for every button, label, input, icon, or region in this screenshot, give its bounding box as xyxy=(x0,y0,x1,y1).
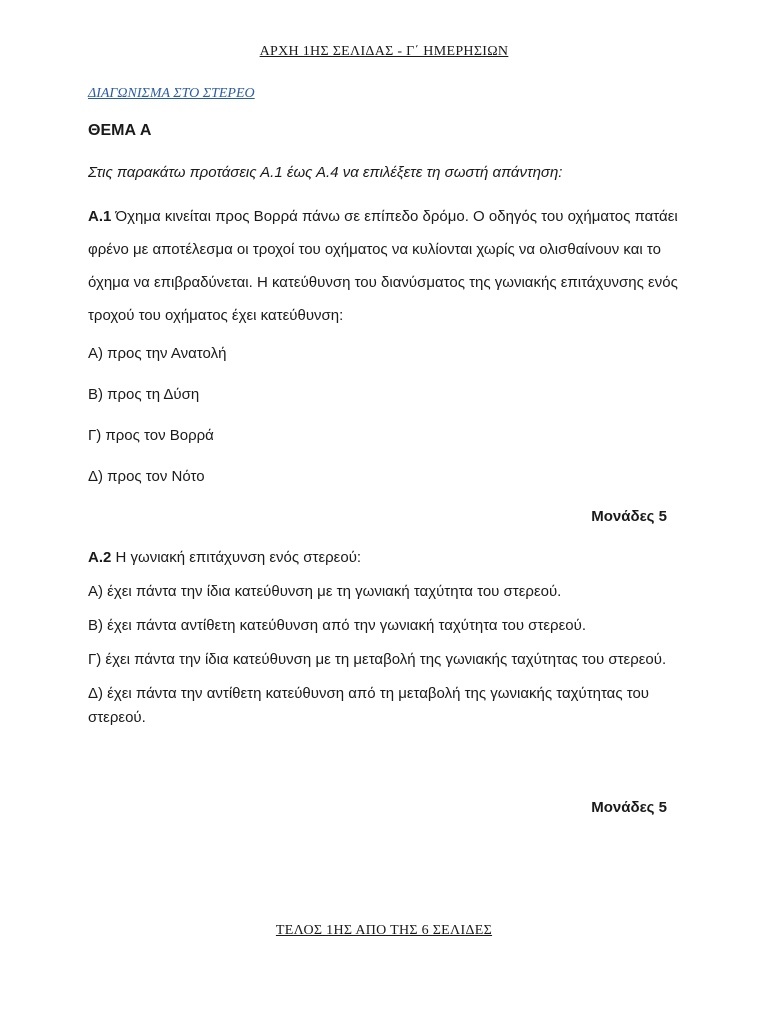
option-item: Δ) προς τον Νότο xyxy=(88,468,205,485)
page-footer-text: ΤΕΛΟΣ 1ΗΣ ΑΠΟ ΤΗΣ 6 ΣΕΛΙΔΕΣ xyxy=(275,923,493,938)
question-a2-number: Α.2 xyxy=(88,549,112,566)
option-item: Α) προς την Ανατολή xyxy=(88,345,227,362)
question-a1-options xyxy=(88,342,226,506)
question-a2 xyxy=(88,549,361,566)
page-footer xyxy=(0,923,768,939)
question-a1-points: Μονάδες 5 xyxy=(591,508,667,525)
section-heading: ΘΕΜΑ Α xyxy=(88,122,152,139)
question-a2-options xyxy=(88,580,678,740)
instructions-text: Στις παρακάτω προτάσεις Α.1 έως Α.4 να επιλέξετε τη σωστή απάντηση: xyxy=(88,164,563,181)
exam-title: ΔΙΑΓΩΝΙΣΜΑ ΣΤΟ ΣΤΕΡΕΟ xyxy=(88,86,255,101)
option-item: Β) έχει πάντα αντίθετη κατεύθυνση από την γωνιακή ταχύτητα του στερεού. xyxy=(88,617,586,634)
option-item: Α) έχει πάντα την ίδια κατεύθυνση με τη γωνιακή ταχύτητα του στερεού. xyxy=(88,583,562,600)
option-item: Δ) έχει πάντα την αντίθετη κατεύθυνση από τη μεταβολή της γωνιακής ταχύτητας του στερεού. xyxy=(88,685,649,726)
page-header xyxy=(0,44,768,60)
option-item: Γ) έχει πάντα την ίδια κατεύθυνση με τη μεταβολή της γωνιακής ταχύτητας του στερεού. xyxy=(88,651,667,668)
question-a1-number: Α.1 xyxy=(88,208,112,225)
question-a2-points: Μονάδες 5 xyxy=(591,799,667,816)
question-a2-text: Η γωνιακή επιτάχυνση ενός στερεού: xyxy=(115,549,362,566)
page-header-text: ΑΡΧΗ 1ΗΣ ΣΕΛΙΔΑΣ - Γ΄ ΗΜΕΡΗΣΙΩΝ xyxy=(259,44,509,59)
option-item: Γ) προς τον Βορρά xyxy=(88,427,214,444)
option-item: Β) προς τη Δύση xyxy=(88,386,200,403)
question-a1-text: Όχημα κινείται προς Βορρά πάνω σε επίπεδο δρόμο. Ο οδηγός του οχήματος πατάει φρένο με αποτέλεσμα οι τροχοί του οχήματος να κυλίονται χωρίς να ολισθαίνουν και το όχημα να επιβραδύνεται. Η κατεύθυνση του διανύσματος της γωνιακής επιτάχυνσης ενός τροχού του οχήματος έχει κατεύθυνση: xyxy=(88,208,678,324)
question-a1 xyxy=(88,200,678,332)
